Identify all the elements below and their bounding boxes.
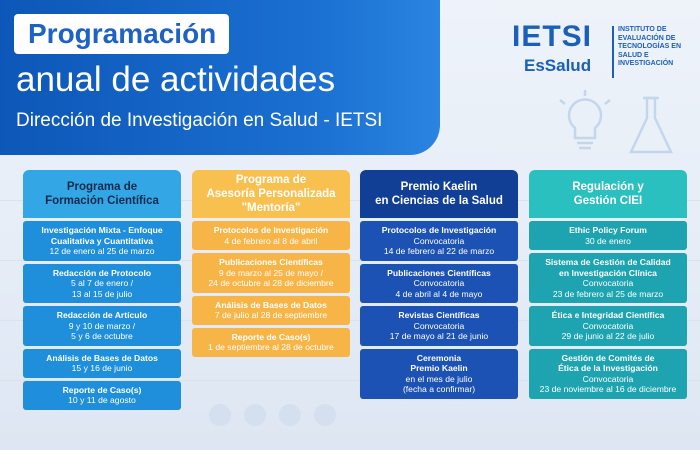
decorative-dots: [205, 400, 345, 430]
logo-divider: [612, 26, 614, 78]
activity-item: Redacción de Protocolo 5 al 7 de enero / 13 al 15 de julio: [23, 264, 181, 304]
activity-item: Redacción de Artículo 9 y 10 de marzo / 5 y 6 de octubre: [23, 306, 181, 346]
header-tag: Programación: [14, 14, 229, 54]
page-title: anual de actividades: [16, 60, 336, 99]
activity-item: Investigación Mixta - Enfoque Cualitativa y Cuantitativa 12 de enero al 25 de marzo: [23, 221, 181, 261]
page-subtitle: Dirección de Investigación en Salud - IETSI: [16, 110, 383, 131]
activity-item: Protocolos de Investigación Convocatoria 14 de febrero al 22 de marzo: [360, 221, 518, 261]
activity-item: Análisis de Bases de Datos 15 y 16 de junio: [23, 349, 181, 378]
activity-item: Revistas Científicas Convocatoria 17 de mayo al 21 de junio: [360, 306, 518, 346]
activity-item: Sistema de Gestión de Calidad en Investigación Clínica Convocatoria 23 de febrero al 25 de marzo: [529, 253, 687, 303]
activity-item: Gestión de Comités de Ética de la Investigación Convocatoria 23 de noviembre al 16 de diciembre: [529, 349, 687, 399]
column-mentoria: [192, 170, 350, 357]
activity-item: Análisis de Bases de Datos 7 de julio al 28 de septiembre: [192, 296, 350, 325]
activity-item: Reporte de Caso(s) 10 y 11 de agosto: [23, 381, 181, 410]
activity-item: Ceremonia Premio Kaelin en el mes de julio (fecha a confirmar): [360, 349, 518, 399]
activity-item: Reporte de Caso(s) 1 de septiembre al 28 de octubre: [192, 328, 350, 357]
activity-item: Ethic Policy Forum 30 de enero: [529, 221, 687, 250]
column-title: Regulación y Gestión CIEI: [529, 170, 687, 218]
activity-item: Protocolos de Investigación 4 de febrero al 8 de abril: [192, 221, 350, 250]
ietsi-logo: [512, 22, 692, 82]
lightbulb-icon: [545, 88, 685, 168]
column-title: Premio Kaelin en Ciencias de la Salud: [360, 170, 518, 218]
column-title: Programa de Formación Científica: [23, 170, 181, 218]
column-premio-kaelin: [360, 170, 518, 399]
logo-name: IETSI: [512, 20, 593, 53]
logo-brand: EsSalud: [524, 56, 592, 75]
activity-item: Ética e Integridad Científica Convocatoria 29 de junio al 22 de julio: [529, 306, 687, 346]
activity-item: Publicaciones Científicas Convocatoria 4 de abril al 4 de mayo: [360, 264, 518, 304]
flask-icon: [631, 98, 671, 152]
column-regulacion-ciei: [529, 170, 687, 399]
logo-institute: INSTITUTO DE EVALUACIÓN DE TECNOLOGÍAS EN SALUD E INVESTIGACIÓN: [618, 26, 682, 68]
activity-item: Publicaciones Científicas 9 de marzo al 25 de mayo / 24 de octubre al 28 de diciembre: [192, 253, 350, 293]
column-formacion: [23, 170, 181, 410]
header-banner: [0, 0, 440, 155]
column-title: Programa de Asesoría Personalizada "Mentoría": [192, 170, 350, 218]
